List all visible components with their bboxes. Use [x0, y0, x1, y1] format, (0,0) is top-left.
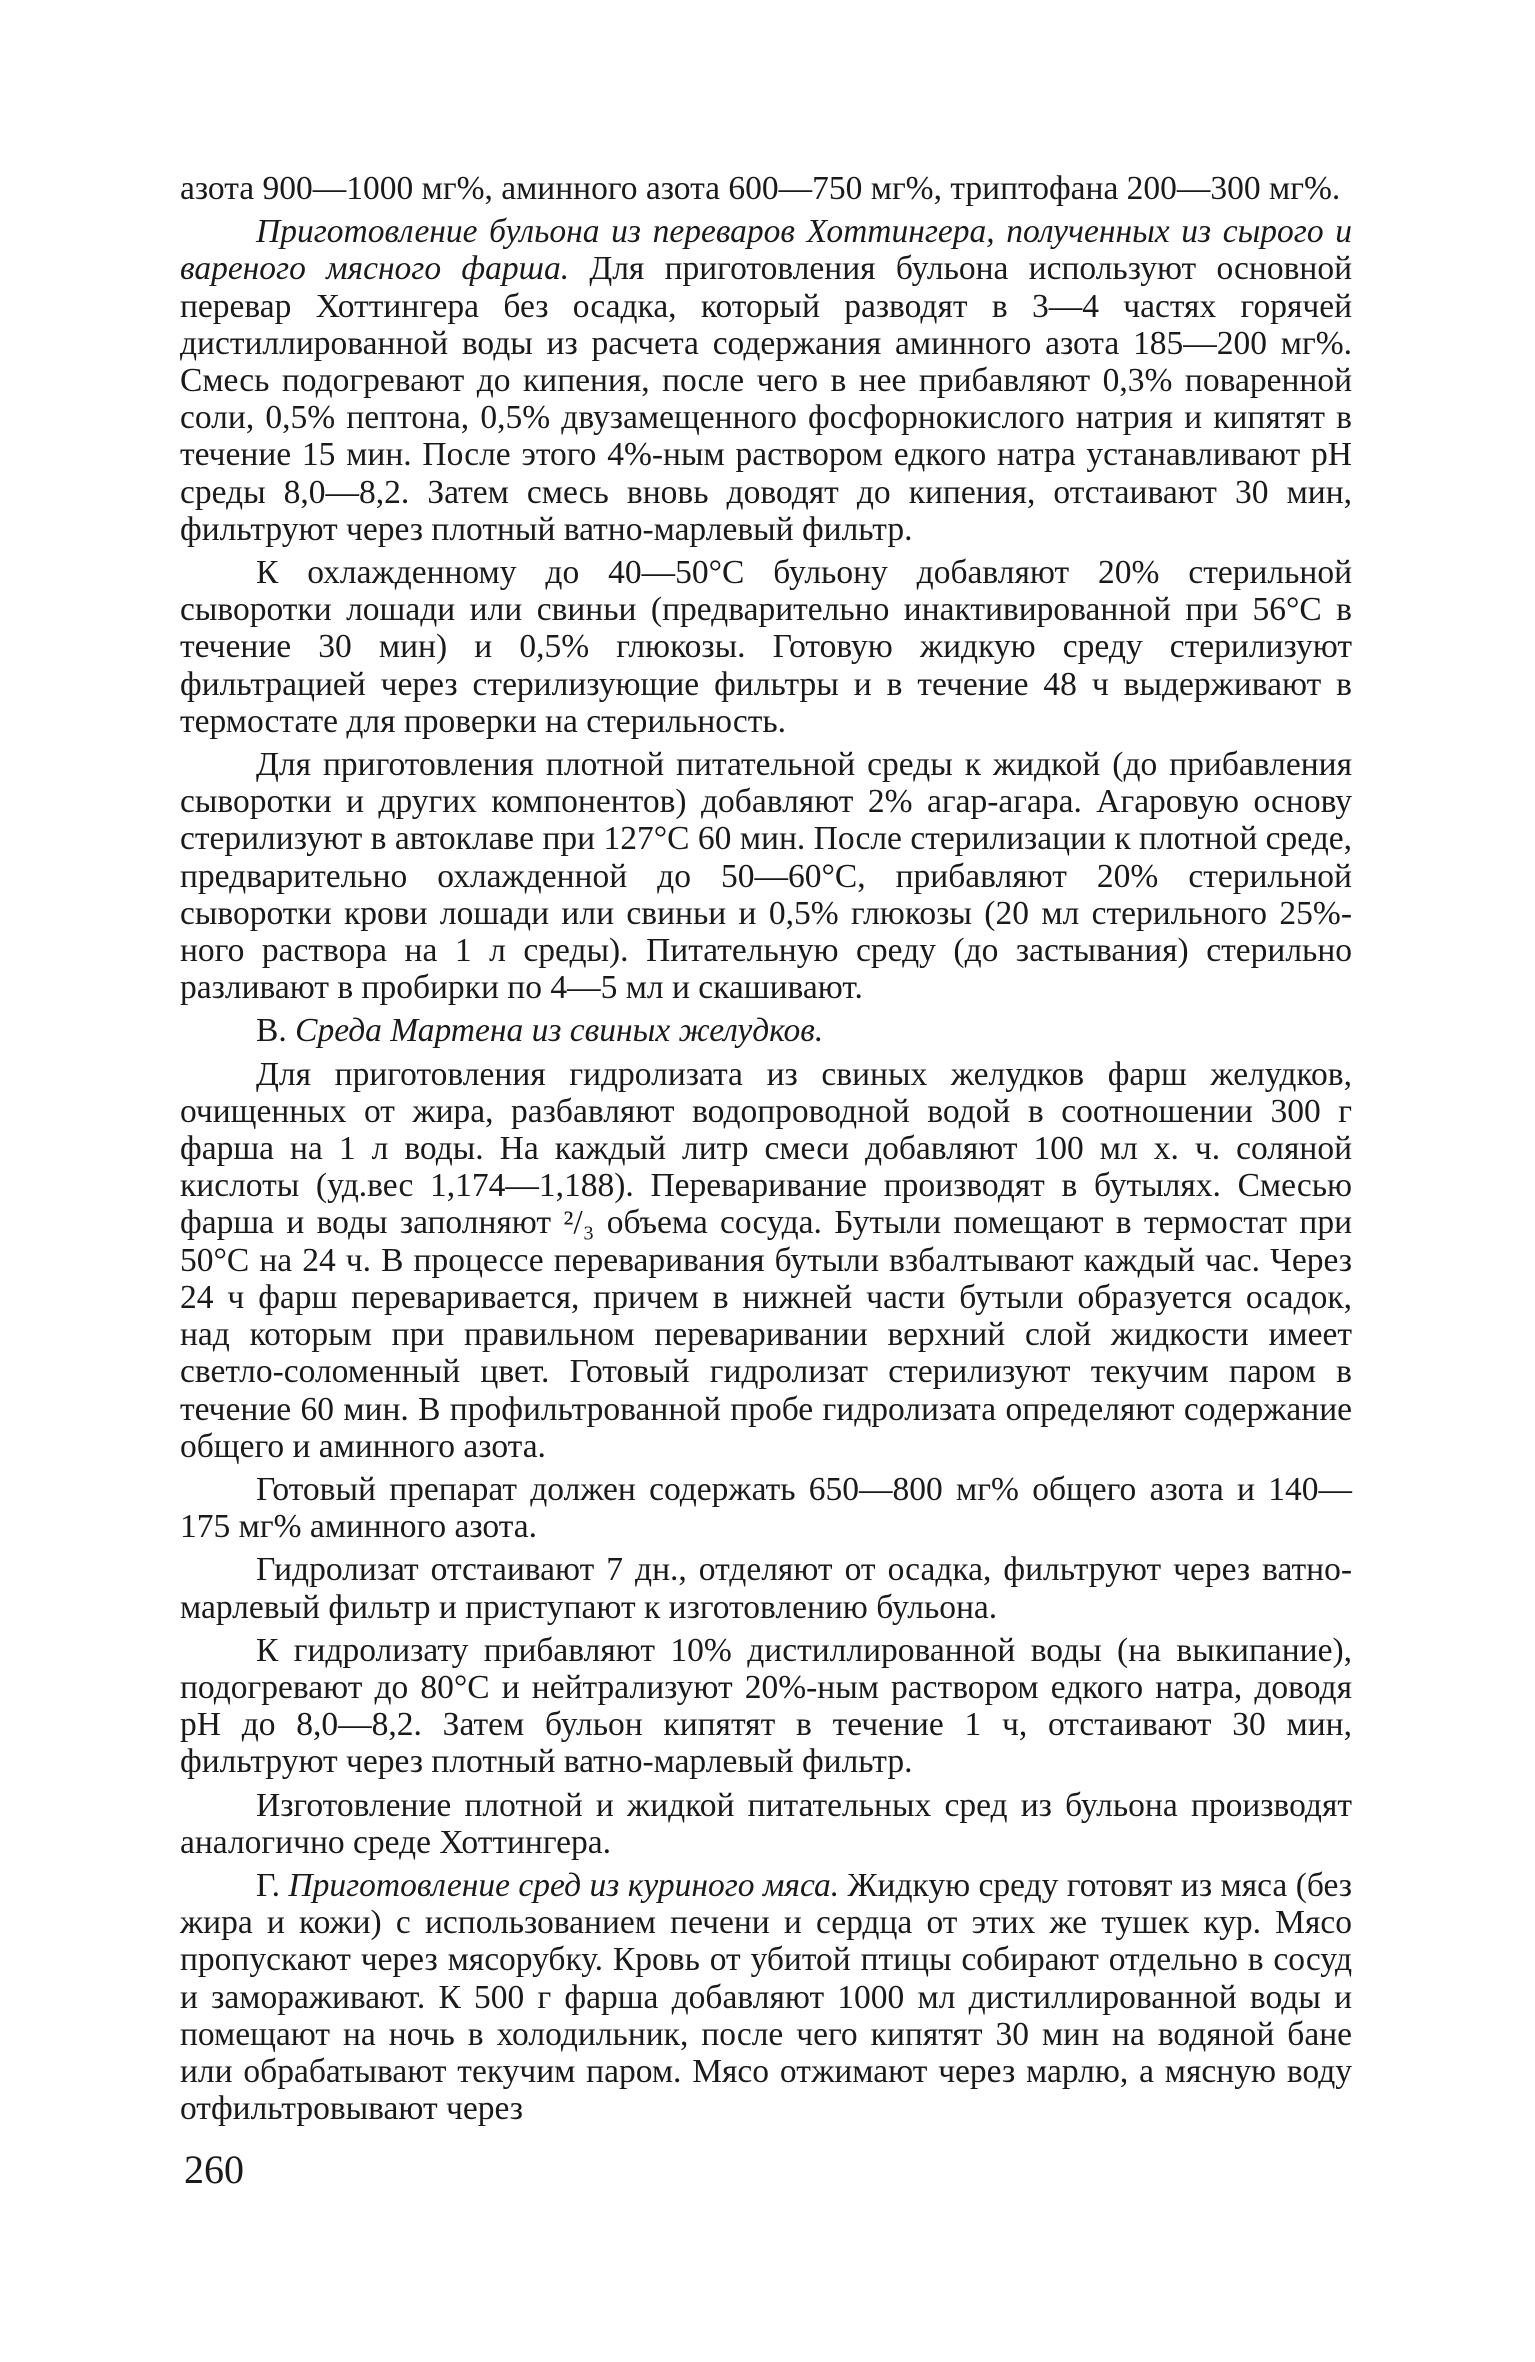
paragraph: Для приготовления плотной питательной среды к жидкой (до прибавления сыворотки и других компонентов) добавляют 2% агар-агара. Агаровую основу стерилизуют в автоклаве при 127°C 60 мин. После стерилизации к плотной среде, предварительно охлажденной до 50—60°C, прибавляют 20% стерильной сыворотки крови лошади или свиньи и 0,5% глюкозы (20 мл стерильного 25%-ного раствора на 1 л среды). Питательную среду (до застывания) стерильно разливают в пробирки по 4—5 мл и скашивают.: [180, 746, 1352, 1007]
italic-heading: Приготовление бульона из переваров Хоттингера, полученных из сырого и вареного мясного фарша.: [180, 213, 1352, 288]
paragraph: Гидролизат отстаивают 7 дн., отделяют от осадка, фильтруют через ватно-марлевый фильтр и приступают к изготовлению бульона.: [180, 1551, 1352, 1626]
section-heading-paragraph: Приготовление бульона из переваров Хоттингера, полученных из сырого и вареного мясного фарша. Для приготовления бульона используют основной перевар Хоттингера без осадка, который разводят в 3—4 частях горячей дистиллированной воды из расчета содержания аминного азота 185—200 мг%. Смесь подогревают до кипения, после чего в нее прибавляют 0,3% поваренной соли, 0,5% пептона, 0,5% двузамещенного фосфорнокислого натрия и кипятят в течение 15 мин. После этого 4%-ным раствором едкого натра устанавливают pH среды 8,0—8,2. Затем смесь вновь доводят до кипения, отстаивают 30 мин, фильтруют через плотный ватно-марлевый фильтр.: [180, 213, 1353, 548]
paragraph: Готовый препарат должен содержать 650—800 мг% общего азота и 140—175 мг% аминного азота.: [180, 1470, 1352, 1546]
italic-heading: Приготовление сред из куриного мяса.: [288, 1866, 840, 1904]
paragraph: К гидролизату прибавляют 10% дистиллированной воды (на выкипание), подогревают до 80°C и нейтрализуют 20%-ным раствором едкого натра, доводя pH до 8,0—8,2. Затем бульон кипятят в течение 1 ч, отстаивают 30 мин, фильтруют через плотный ватно-марлевый фильтр.: [180, 1631, 1352, 1781]
section-heading-g: Г. Приготовление сред из куриного мяса. Жидкую среду готовят из мяса (без жира и кожи) с использованием печени и сердца от этих же тушек кур. Мясо пропускают через мясорубку. Кровь от убитой птицы собирают отдельно в сосуд и замораживают. К 500 г фарша добавляют 1000 мл дистиллированной воды и помещают на ночь в холодильник, после чего кипятят 30 мин на водяной бане или обрабатывают текучим паром. Мясо отжимают через марлю, а мясную воду отфильтровывают через: [180, 1866, 1352, 2128]
paragraph: азота 900—1000 мг%, аминного азота 600—750 мг%, триптофана 200—300 мг%.: [180, 170, 1341, 207]
section-heading-b: В. Среда Мартена из свиных желудков.: [256, 1012, 824, 1050]
italic-heading: Среда Мартена из свиных желудков.: [295, 1012, 824, 1050]
page-number: 260: [184, 2147, 244, 2192]
paragraph: К охлажденному до 40—50°C бульону добавляют 20% стерильной сыворотки лошади или свиньи (предварительно инактивированной при 56°C в течение 30 мин) и 0,5% глюкозы. Готовую жидкую среду стерилизуют фильтрацией через стерилизующие фильтры и в течение 48 ч выдерживают в термостате для проверки на стерильность.: [180, 554, 1352, 740]
body-text: [180, 170, 1352, 2133]
paragraph: Для приготовления гидролизата из свиных желудков фарш желудков, очищенных от жира, разбавляют водопроводной водой в соотношении 300 г фарша на 1 л воды. На каждый литр смеси добавляют 100 мл х. ч. соляной кислоты (уд.вес 1,174—1,188). Переваривание производят в бутылях. Смесью фарша и воды заполняют ²/₃ объема сосуда. Бутыли помещают в термостат при 50°C на 24 ч. В процессе переваривания бутыли взбалтывают каждый час. Через 24 ч фарш переваривается, причем в нижней части бутыли образуется осадок, над которым при правильном переваривании верхний слой жидкости имеет светло-соломенный цвет. Готовый гидролизат стерилизуют текучим паром в течение 60 мин. В профильтрованной пробе гидролизата определяют содержание общего и аминного азота.: [180, 1055, 1352, 1465]
paragraph: Изготовление плотной и жидкой питательных сред из бульона производят аналогично среде Хоттингера.: [180, 1786, 1352, 1861]
